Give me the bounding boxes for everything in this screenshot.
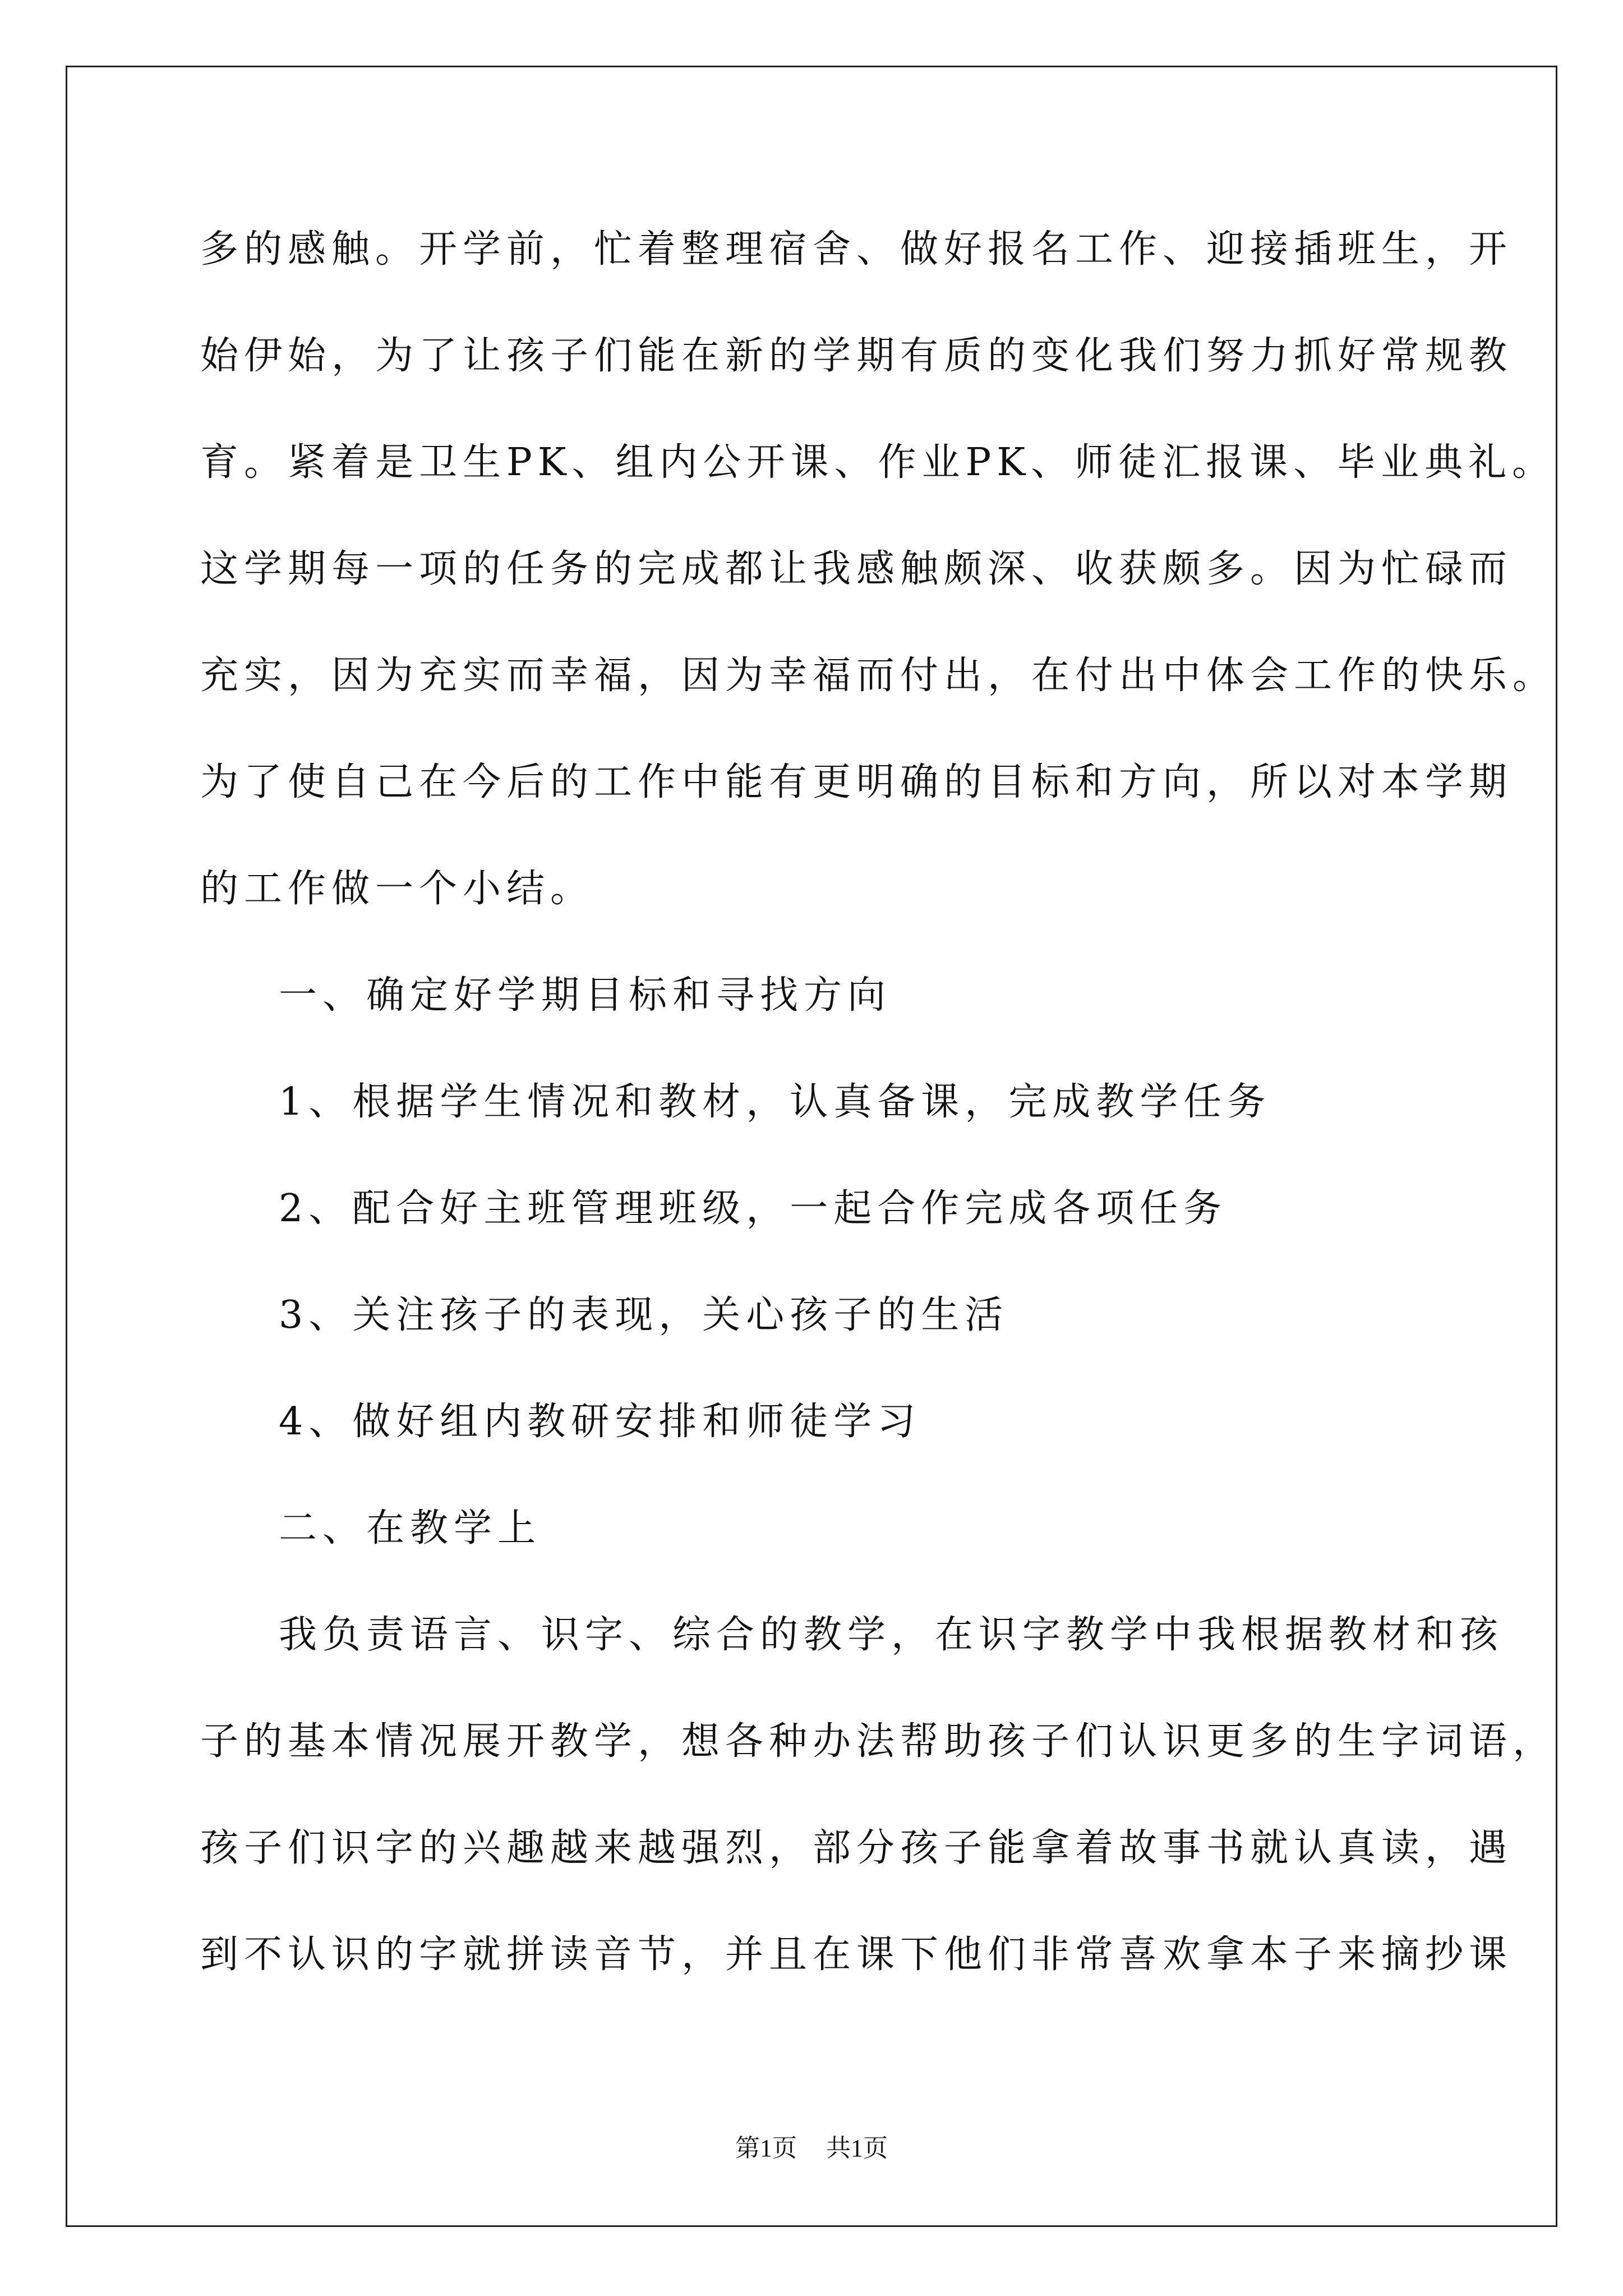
text-line-16: 孩子们识字的兴趣越来越强烈，部分孩子能拿着故事书就认真读，遇 (200, 1826, 1513, 1870)
text-line-3: 育。紧着是卫生PK、组内公开课、作业PK、师徒汇报课、毕业典礼。 (200, 440, 1556, 485)
text-line-7: 的工作做一个小结。 (200, 867, 594, 911)
text-line-2: 始伊始，为了让孩子们能在新的学期有质的变化我们努力抓好常规教 (200, 334, 1513, 378)
list-item-2: 2、配合好主班管理班级，一起合作完成各项任务 (279, 1186, 1228, 1231)
text-line-1: 多的感触。开学前，忙着整理宿舍、做好报名工作、迎接插班生，开 (200, 227, 1513, 272)
list-item-4: 4、做好组内教研安排和师徒学习 (279, 1400, 921, 1444)
section-heading-1: 一、确定好学期目标和寻找方向 (279, 973, 892, 1018)
text-line-17: 到不认识的字就拼读音节，并且在课下他们非常喜欢拿本子来摘抄课 (200, 1932, 1513, 1977)
list-item-3: 3、关注孩子的表现，关心孩子的生活 (279, 1293, 1009, 1337)
text-line-15: 子的基本情况展开教学，想各种办法帮助孩子们认识更多的生字词语， (200, 1719, 1557, 1764)
page-number: 第1页 (735, 2134, 797, 2162)
page-footer (0, 2132, 1623, 2165)
page-total: 共1页 (826, 2134, 888, 2162)
list-item-1: 1、根据学生情况和教材，认真备课，完成教学任务 (279, 1080, 1271, 1124)
text-line-6: 为了使自己在今后的工作中能有更明确的目标和方向，所以对本学期 (200, 760, 1513, 804)
section-heading-2: 二、在教学上 (279, 1506, 542, 1550)
text-line-5: 充实，因为充实而幸福，因为幸福而付出，在付出中体会工作的快乐。 (200, 654, 1557, 698)
text-line-4: 这学期每一项的任务的完成都让我感触颇深、收获颇多。因为忙碌而 (200, 547, 1513, 591)
document-body (200, 219, 1557, 2031)
text-line-14: 我负责语言、识字、综合的教学，在识字教学中我根据教材和孩 (279, 1613, 1504, 1657)
